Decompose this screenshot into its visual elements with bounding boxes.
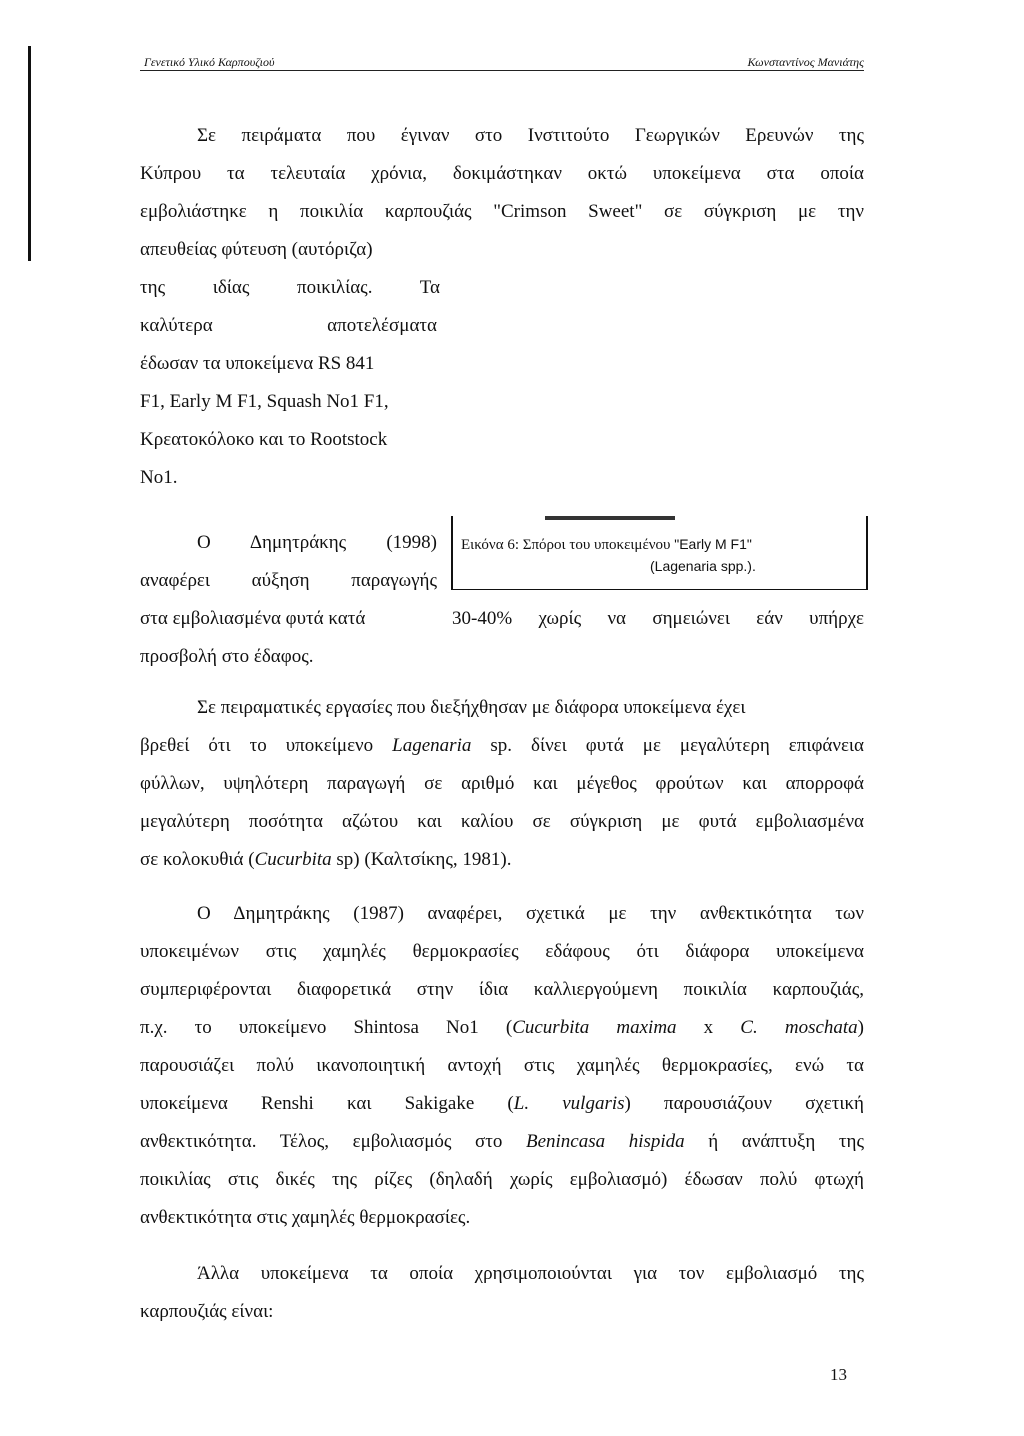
text-line: εμβολιάστηκε η ποικιλία καρπουζιάς "Crimson Sweet" σε σύγκριση με την xyxy=(140,201,864,222)
page-number: 13 xyxy=(830,1365,847,1384)
text-line: της ιδίας ποικιλίας. Τα xyxy=(140,277,440,298)
text-fragment: ή ανάπτυξη της xyxy=(684,1131,864,1152)
species-name: Benincasa hispida xyxy=(525,1131,685,1152)
caption-species: (Lagenaria spp.). xyxy=(650,558,756,574)
text-line: φύλλων, υψηλότερη παραγωγή σε αριθμό και μέγεθος φρούτων και απορροφά xyxy=(140,773,864,794)
text-line xyxy=(140,1085,864,1123)
caption-name: "Early M F1" xyxy=(674,536,752,552)
text-line: Σε πειραματικές εργασίες που διεξήχθησαν με διάφορα υποκείμενα έχει xyxy=(197,697,746,718)
text-fragment: στα εμβολιασμένα φυτά κατά xyxy=(140,608,366,629)
text-line: απευθείας φύτευση (αυτόριζα) xyxy=(140,239,373,260)
margin-rule xyxy=(28,46,31,261)
text-fragment: υποκείμενα Renshi και Sakigake ( xyxy=(140,1093,514,1114)
text-line: Σε πειράματα που έγιναν στο Ινστιτούτο Γεωργικών Ερευνών της xyxy=(197,125,864,146)
caption-text: Σπόροι του υποκειμένου xyxy=(522,537,671,553)
text-fragment: 30-40% χωρίς να σημειώνει εάν υπήρχε xyxy=(452,608,864,629)
text-line: Ο Δημητράκης (1987) αναφέρει, σχετικά με την ανθεκτικότητα των xyxy=(197,903,864,924)
text-line: Άλλα υποκείμενα τα οποία χρησιμοποιούνται για τον εμβολιασμό της xyxy=(197,1263,864,1284)
text-line: μεγαλύτερη ποσότητα αζώτου και καλίου σε σύγκριση με φυτά εμβολιασμένα xyxy=(140,811,864,832)
text-line: Κρεατοκόλοκο και το Rootstock xyxy=(140,429,388,450)
text-line: προσβολή στο έδαφος. xyxy=(140,646,314,667)
text-line: No1. xyxy=(140,467,178,488)
text-fragment: π.χ. το υποκείμενο Shintosa No1 ( xyxy=(140,1017,513,1038)
figure-image-edge xyxy=(545,516,675,520)
text-fragment: ) παρουσιάζουν σχετική xyxy=(624,1093,864,1114)
text-line: καρπουζιάς είναι: xyxy=(140,1301,274,1322)
text-line: F1, Early M F1, Squash No1 F1, xyxy=(140,391,389,412)
text-line: έδωσαν τα υποκείμενα RS 841 xyxy=(140,353,375,374)
species-name: Lagenaria xyxy=(392,735,472,756)
text-fragment: σε κολοκυθιά ( xyxy=(140,849,255,870)
text-fragment: ) xyxy=(857,1017,864,1038)
figure-6 xyxy=(451,516,868,590)
paragraph-3 xyxy=(140,689,864,879)
header-title: Γενετικό Υλικό Καρπουζιού xyxy=(144,55,275,69)
header-author: Κωνσταντίνος Μανιάτης xyxy=(747,55,864,69)
text-line: παρουσιάζει πολύ ικανοποιητική αντοχή στις χαμηλές θερμοκρασίες, ενώ τα xyxy=(140,1055,864,1076)
text-fragment: βρεθεί ότι το υποκείμενο xyxy=(140,735,374,756)
paragraph-1 xyxy=(140,117,864,497)
text-line: συμπεριφέρονται διαφορετικά στην ίδια καλλιεργούμενη ποικιλία καρπουζιάς, xyxy=(140,979,864,1000)
text-line xyxy=(140,600,864,638)
paragraph-4 xyxy=(140,895,864,1237)
text-line: Κύπρου τα τελευταία χρόνια, δοκιμάστηκαν οκτώ υποκείμενα στα οποία xyxy=(140,163,864,184)
text-line: ανθεκτικότητα στις χαμηλές θερμοκρασίες. xyxy=(140,1207,471,1228)
running-header xyxy=(140,53,864,75)
text-line xyxy=(140,1009,864,1047)
text-fragment: x xyxy=(676,1017,741,1038)
text-fragment: ανθεκτικότητα. Τέλος, εμβολιασμός στο xyxy=(140,1131,526,1152)
text-line: ποικιλίας στις δικές της ρίζες (δηλαδή χωρίς εμβολιασμό) έδωσαν πολύ φτωχή xyxy=(140,1169,864,1190)
text-fragment: sp. δίνει φυτά με μεγαλύτερη επιφάνεια xyxy=(490,735,865,756)
figure-caption xyxy=(461,536,752,554)
text-line xyxy=(140,841,864,879)
text-line: καλύτερα αποτελέσματα xyxy=(140,315,437,336)
species-name: Cucurbita xyxy=(254,849,332,870)
species-name: C. moschata xyxy=(740,1017,858,1038)
species-name: Cucurbita maxima xyxy=(512,1017,677,1038)
text-line: αναφέρει αύξηση παραγωγής xyxy=(140,570,437,591)
header-rule xyxy=(140,70,864,71)
text-line xyxy=(140,1123,864,1161)
text-line xyxy=(140,727,864,765)
paragraph-5 xyxy=(140,1255,864,1331)
text-line: Ο Δημητράκης (1998) xyxy=(197,532,437,553)
species-name: L. vulgaris xyxy=(513,1093,625,1114)
text-fragment: sp) (Καλτσίκης, 1981). xyxy=(336,849,512,870)
text-line: υποκειμένων στις χαμηλές θερμοκρασίες εδάφους ότι διάφορα υποκείμενα xyxy=(140,941,864,962)
caption-label: Εικόνα 6: xyxy=(461,537,519,553)
